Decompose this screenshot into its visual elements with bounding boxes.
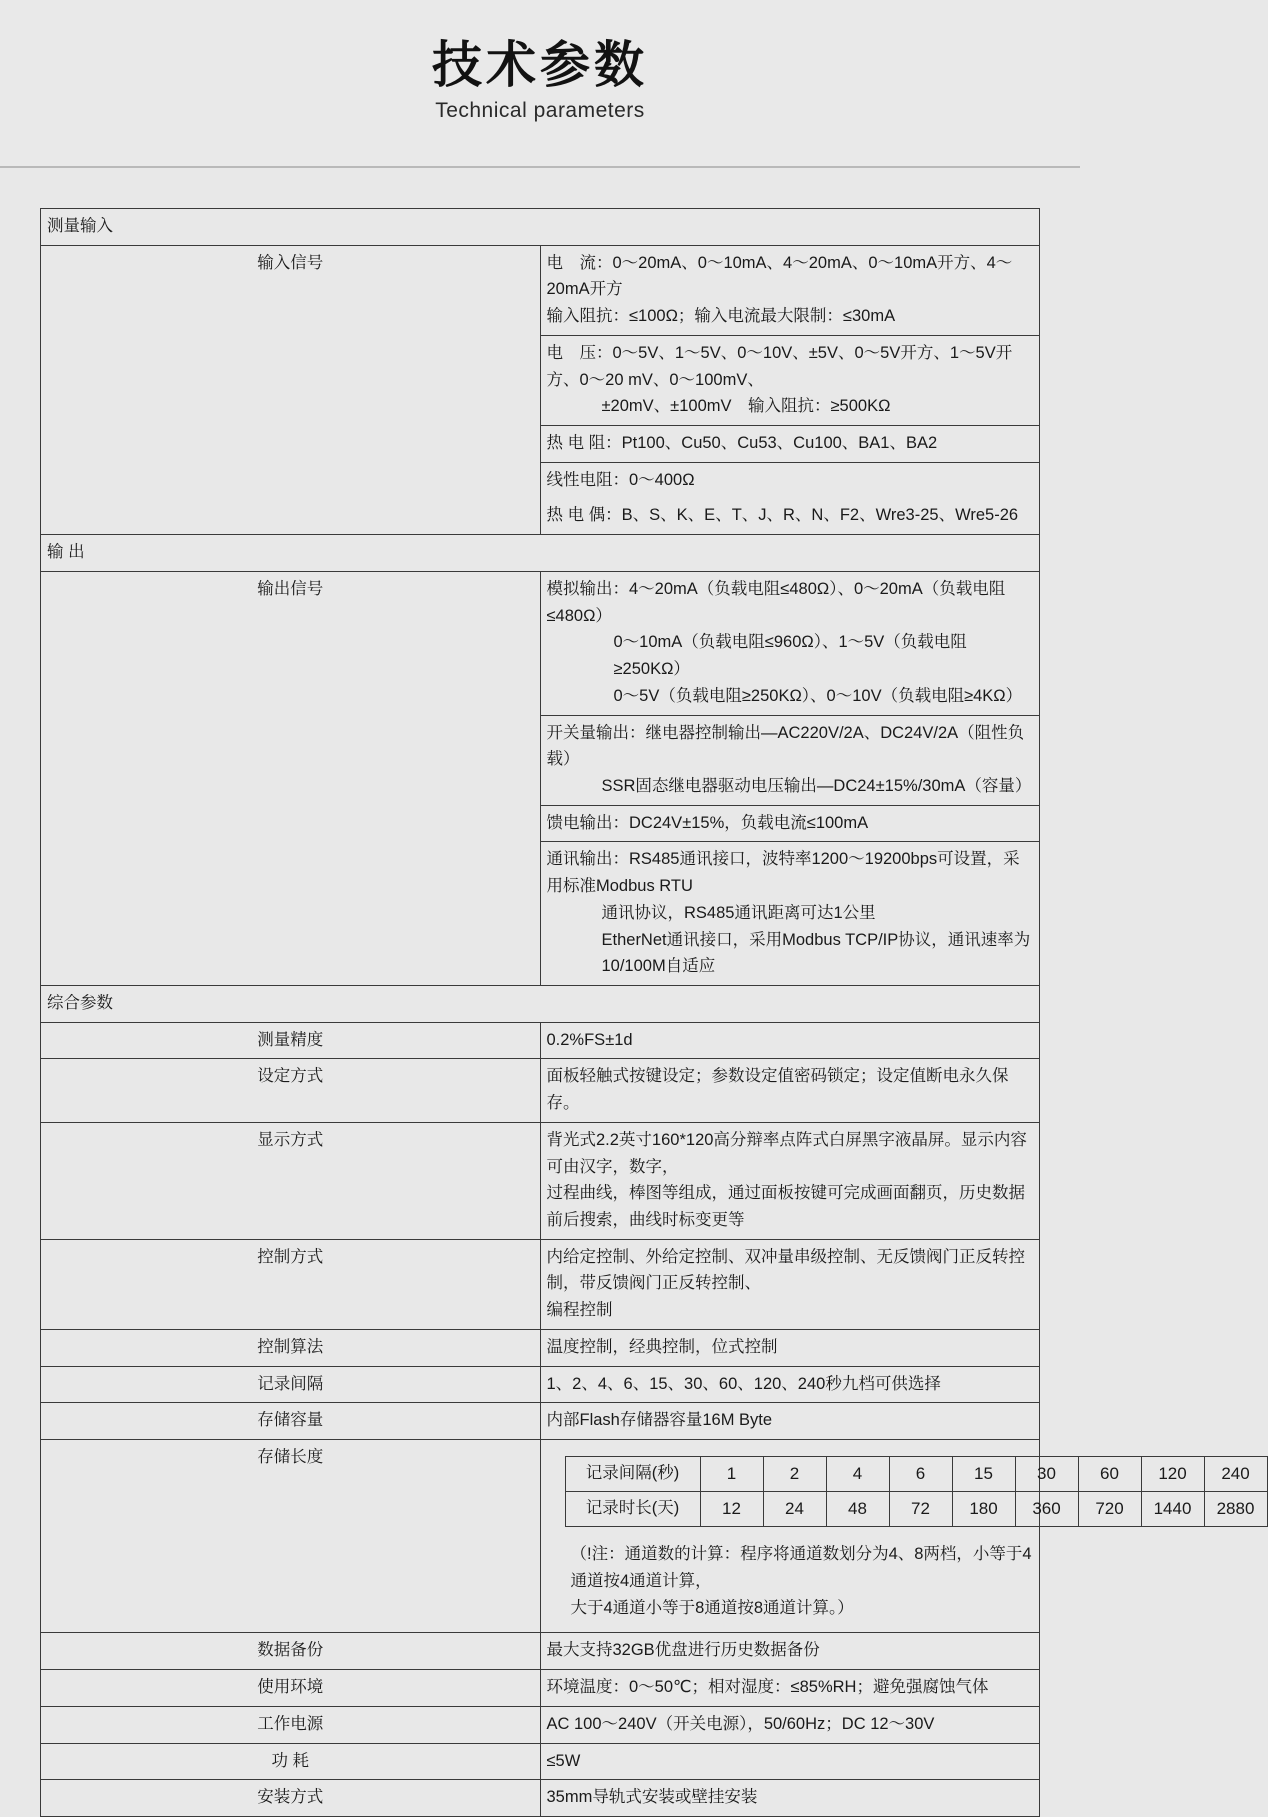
output-analog-line3: 0～5V（负载电阻≥250KΩ）、0～10V（负载电阻≥4KΩ） [613, 686, 1023, 705]
label-accuracy: 测量精度 [41, 1022, 541, 1059]
label-setting-mode: 设定方式 [41, 1059, 541, 1122]
table-row [41, 1366, 1040, 1403]
value-storage-length [540, 1440, 1255, 1633]
table-row [41, 1329, 1040, 1366]
table-row [41, 1239, 1040, 1329]
input-voltage-line1: 电 压：0～5V、1～5V、0～10V、±5V、0～5V开方、1～5V开方、0～20 mV、0～100mV、 [546, 343, 1013, 389]
table-row [41, 245, 1040, 335]
value-mounting: 35mm导轨式安装或壁挂安装 [540, 1780, 1040, 1817]
storage-interval-cell: 2 [763, 1457, 826, 1492]
storage-duration-cell: 48 [826, 1492, 889, 1527]
output-switch-line1: 开关量输出：继电器控制输出—AC220V/2A、DC24V/2A（阻性负载） [546, 723, 1025, 769]
storage-note [565, 1541, 1034, 1621]
storage-note-line2: 大于4通道小等于8通道按8通道计算。） [570, 1598, 854, 1617]
storage-interval-cell: 120 [1141, 1457, 1204, 1492]
control-mode-line2: 编程控制 [546, 1301, 613, 1320]
table-row [41, 1633, 1040, 1670]
section-measure-input: 测量输入 [41, 209, 1040, 246]
storage-duration-cell: 720 [1078, 1492, 1141, 1527]
output-analog-line1: 模拟输出：4～20mA（负载电阻≤480Ω）、0～20mA（负载电阻≤480Ω） [546, 579, 1006, 625]
value-setting-mode: 面板轻触式按键设定；参数设定值密码锁定；设定值断电永久保存。 [540, 1059, 1040, 1122]
input-voltage-line2: ±20mV、±100mV 输入阻抗：≥500KΩ [601, 397, 891, 416]
output-switch-line2: SSR固态继电器驱动电压输出—DC24±15%/30mA（容量） [601, 776, 1032, 795]
label-data-backup: 数据备份 [41, 1633, 541, 1670]
section-comprehensive: 综合参数 [41, 985, 1040, 1022]
value-display-mode [540, 1122, 1040, 1239]
label-output-signal: 输出信号 [41, 571, 541, 985]
output-analog-line2: 0～10mA（负载电阻≤960Ω）、1～5V（负载电阻≥250KΩ） [613, 633, 967, 679]
value-accuracy: 0.2%FS±1d [540, 1022, 1040, 1059]
value-power-supply: AC 100～240V（开关电源），50/60Hz；DC 12～30V [540, 1706, 1040, 1743]
storage-interval-cell: 4 [826, 1457, 889, 1492]
input-current [540, 245, 1040, 335]
storage-duration-cell: 72 [889, 1492, 952, 1527]
table-row [41, 1122, 1040, 1239]
value-control-algorithm: 温度控制，经典控制，位式控制 [540, 1329, 1040, 1366]
value-environment: 环境温度：0～50℃；相对湿度：≤85%RH；避免强腐蚀气体 [540, 1670, 1040, 1707]
storage-interval-cell: 240 [1204, 1457, 1267, 1492]
label-storage-capacity: 存储容量 [41, 1403, 541, 1440]
output-comm-line1: 通讯输出：RS485通讯接口，波特率1200～19200bps可设置，采用标准Modbus RTU [546, 850, 1020, 896]
storage-interval-cell: 6 [889, 1457, 952, 1492]
display-mode-line1: 背光式2.2英寸160*120高分辩率点阵式白屏黑字液晶屏。显示内容可由汉字，数字， [546, 1130, 1027, 1176]
value-record-interval: 1、2、4、6、15、30、60、120、240秒九档可供选择 [540, 1366, 1040, 1403]
value-power-consumption: ≤5W [540, 1743, 1040, 1780]
label-mounting: 安装方式 [41, 1780, 541, 1817]
output-communication [540, 842, 1040, 986]
input-current-line2: 输入阻抗：≤100Ω；输入电流最大限制：≤30mA [546, 307, 896, 326]
specifications-table [40, 208, 1255, 1817]
label-storage-length: 存储长度 [41, 1440, 541, 1633]
storage-duration-cell: 1440 [1141, 1492, 1204, 1527]
input-linear-resistance: 线性电阻：0～400Ω [540, 462, 1040, 498]
control-mode-line1: 内给定控制、外给定控制、双冲量串级控制、无反馈阀门正反转控制，带反馈阀门正反转控制、 [546, 1247, 1025, 1293]
page-subtitle: Technical parameters [435, 99, 645, 122]
label-control-algorithm: 控制算法 [41, 1329, 541, 1366]
value-storage-capacity: 内部Flash存储器容量16M Byte [540, 1403, 1040, 1440]
table-row [41, 209, 1040, 246]
output-comm-line3: EtherNet通讯接口，采用Modbus TCP/IP协议，通讯速率为10/100M自适应 [601, 930, 1031, 976]
storage-duration-row [565, 1492, 1267, 1527]
output-analog [540, 571, 1040, 715]
storage-duration-cell: 12 [700, 1492, 763, 1527]
table-row [41, 1706, 1040, 1743]
output-feed-power: 馈电输出：DC24V±15%，负载电流≤100mA [540, 805, 1040, 842]
table-row [41, 1403, 1040, 1440]
storage-duration-cell: 360 [1015, 1492, 1078, 1527]
storage-interval-cell: 60 [1078, 1457, 1141, 1492]
input-thermocouple: 热 电 偶：B、S、K、E、T、J、R、N、F2、Wre3-25、Wre5-26 [540, 498, 1040, 534]
page-header [0, 0, 1080, 168]
table-row [41, 571, 1040, 715]
input-rtd: 热 电 阻：Pt100、Cu50、Cu53、Cu100、BA1、BA2 [540, 426, 1040, 463]
display-mode-line2: 过程曲线，棒图等组成，通过面板按键可完成画面翻页，历史数据前后搜索，曲线时标变更等 [546, 1184, 1025, 1229]
storage-note-line1: （!注：通道数的计算：程序将通道数划分为4、8两档，小等于4通道按4通道计算， [570, 1545, 1032, 1590]
label-record-interval: 记录间隔 [41, 1366, 541, 1403]
input-voltage [540, 335, 1040, 425]
value-data-backup: 最大支持32GB优盘进行历史数据备份 [540, 1633, 1040, 1670]
table-row [41, 985, 1040, 1022]
section-output: 输 出 [41, 535, 1040, 572]
table-row [41, 1780, 1040, 1817]
storage-interval-cell: 30 [1015, 1457, 1078, 1492]
table-row [41, 1440, 1040, 1633]
label-control-mode: 控制方式 [41, 1239, 541, 1329]
table-row [41, 1022, 1040, 1059]
label-environment: 使用环境 [41, 1670, 541, 1707]
storage-duration-cell: 180 [952, 1492, 1015, 1527]
storage-duration-cell: 2880 [1204, 1492, 1267, 1527]
page-title: 技术参数 [432, 37, 648, 93]
storage-interval-cell: 1 [700, 1457, 763, 1492]
label-power-supply: 工作电源 [41, 1706, 541, 1743]
label-input-signal: 输入信号 [41, 245, 541, 534]
input-current-line1: 电 流：0～20mA、0～10mA、4～20mA、0～10mA开方、4～20mA开方 [546, 253, 1013, 299]
storage-duration-cell: 24 [763, 1492, 826, 1527]
output-switch [540, 715, 1040, 805]
storage-length-block [547, 1444, 1255, 1627]
storage-duration-label: 记录时长(天) [565, 1492, 700, 1527]
table-row [41, 1743, 1040, 1780]
output-comm-line2: 通讯协议，RS485通讯距离可达1公里 [601, 903, 876, 922]
storage-interval-row [565, 1457, 1267, 1492]
label-display-mode: 显示方式 [41, 1122, 541, 1239]
table-row [41, 1059, 1040, 1122]
label-power-consumption: 功 耗 [41, 1743, 541, 1780]
spec-sheet [0, 168, 1255, 1817]
storage-interval-label: 记录间隔(秒) [565, 1457, 700, 1492]
value-control-mode [540, 1239, 1040, 1329]
table-row [41, 1670, 1040, 1707]
table-row [41, 535, 1040, 572]
storage-interval-cell: 15 [952, 1457, 1015, 1492]
storage-length-table [565, 1456, 1268, 1527]
